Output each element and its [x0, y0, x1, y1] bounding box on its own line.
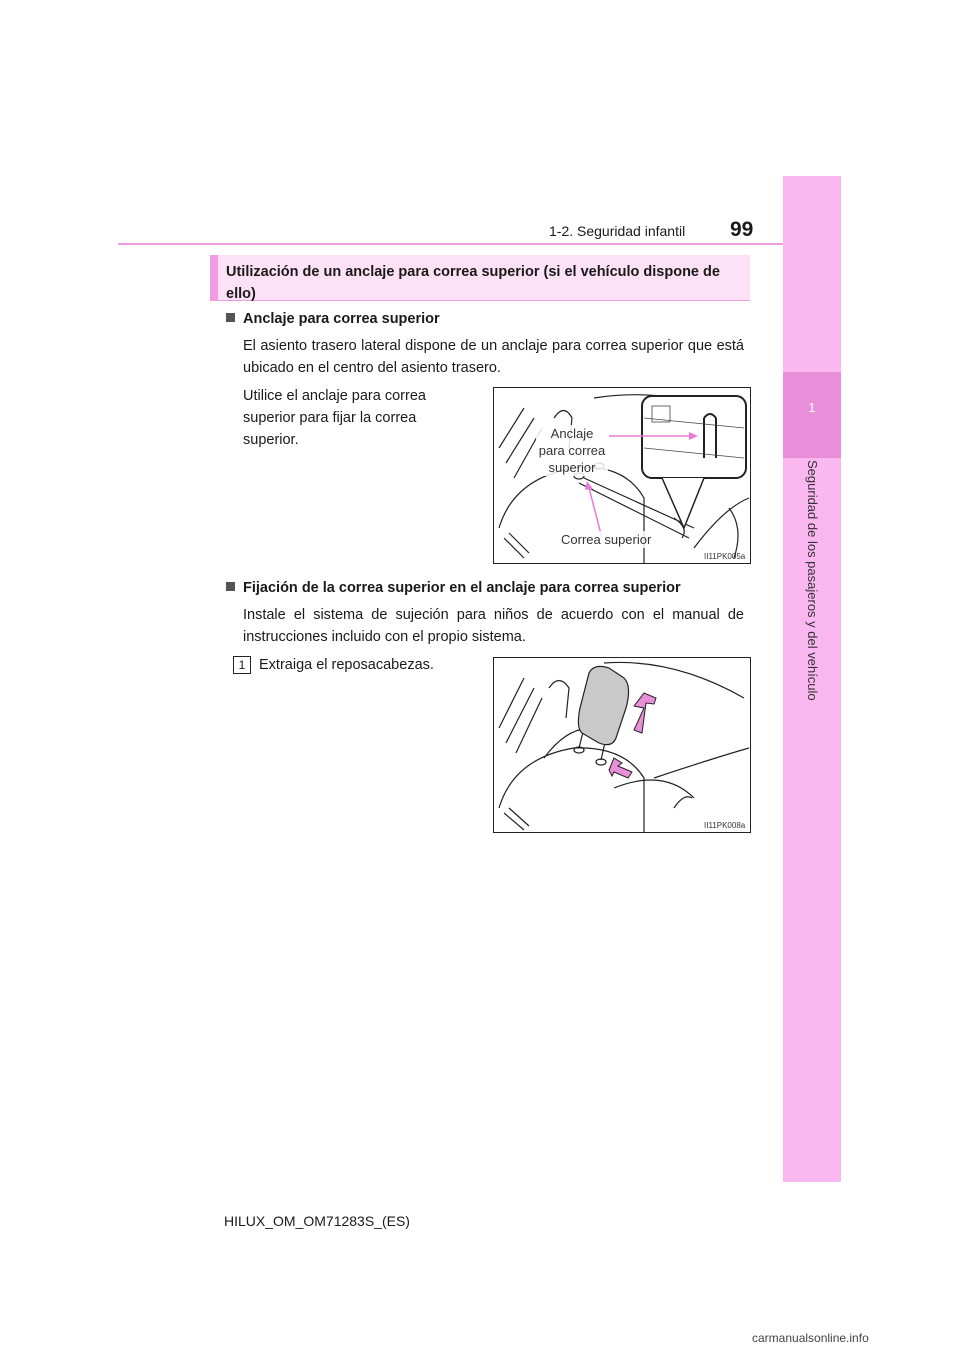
- step-number: 1: [233, 656, 251, 674]
- square-bullet-icon: [226, 582, 235, 591]
- subheading: Utilización de un anclaje para correa superior (si el vehículo dispone de ello): [210, 255, 750, 301]
- square-bullet-icon: [226, 313, 235, 322]
- paragraph-anchor: El asiento trasero lateral dispone de un anclaje para correa superior que está ubicado en el centro del asiento trasero.: [243, 338, 744, 376]
- label-anchor: Anclaje para correa superior: [536, 425, 608, 476]
- heading-anchor: [226, 311, 440, 327]
- heading-fixing-text: Fijación de la correa superior en el anclaje para correa superior: [243, 580, 681, 596]
- figure-anchor: [493, 387, 751, 564]
- section-title: 1-2. Seguridad infantil: [549, 223, 686, 239]
- heading-anchor-text: Anclaje para correa superior: [243, 311, 440, 327]
- headrest-removal-illustration: [494, 658, 750, 832]
- figure-code: II11PK005a: [704, 552, 746, 561]
- figure-code: II11PK008a: [704, 821, 746, 830]
- chapter-title: Seguridad de los pasajeros y del vehículo: [805, 460, 820, 701]
- paragraph-fixing: Instale el sistema de sujeción para niños de acuerdo con el manual de instrucciones incluido con el propio sistema.: [243, 607, 744, 645]
- chapter-number: 1: [808, 400, 816, 415]
- label-strap: Correa superior: [561, 532, 652, 547]
- header-rule: [118, 243, 783, 245]
- figure-headrest: [493, 657, 751, 833]
- chapter-side-tab-active: [783, 372, 841, 458]
- document-footer: HILUX_OM_OM71283S_(ES): [224, 1213, 410, 1229]
- watermark: carmanualsonline.info: [752, 1331, 869, 1345]
- step-text: Extraiga el reposacabezas.: [259, 657, 434, 673]
- page-number: 99: [730, 218, 754, 241]
- paragraph-use-anchor: Utilice el anclaje para correa superior para fijar la correa superior.: [243, 388, 426, 448]
- heading-fixing: [226, 580, 681, 596]
